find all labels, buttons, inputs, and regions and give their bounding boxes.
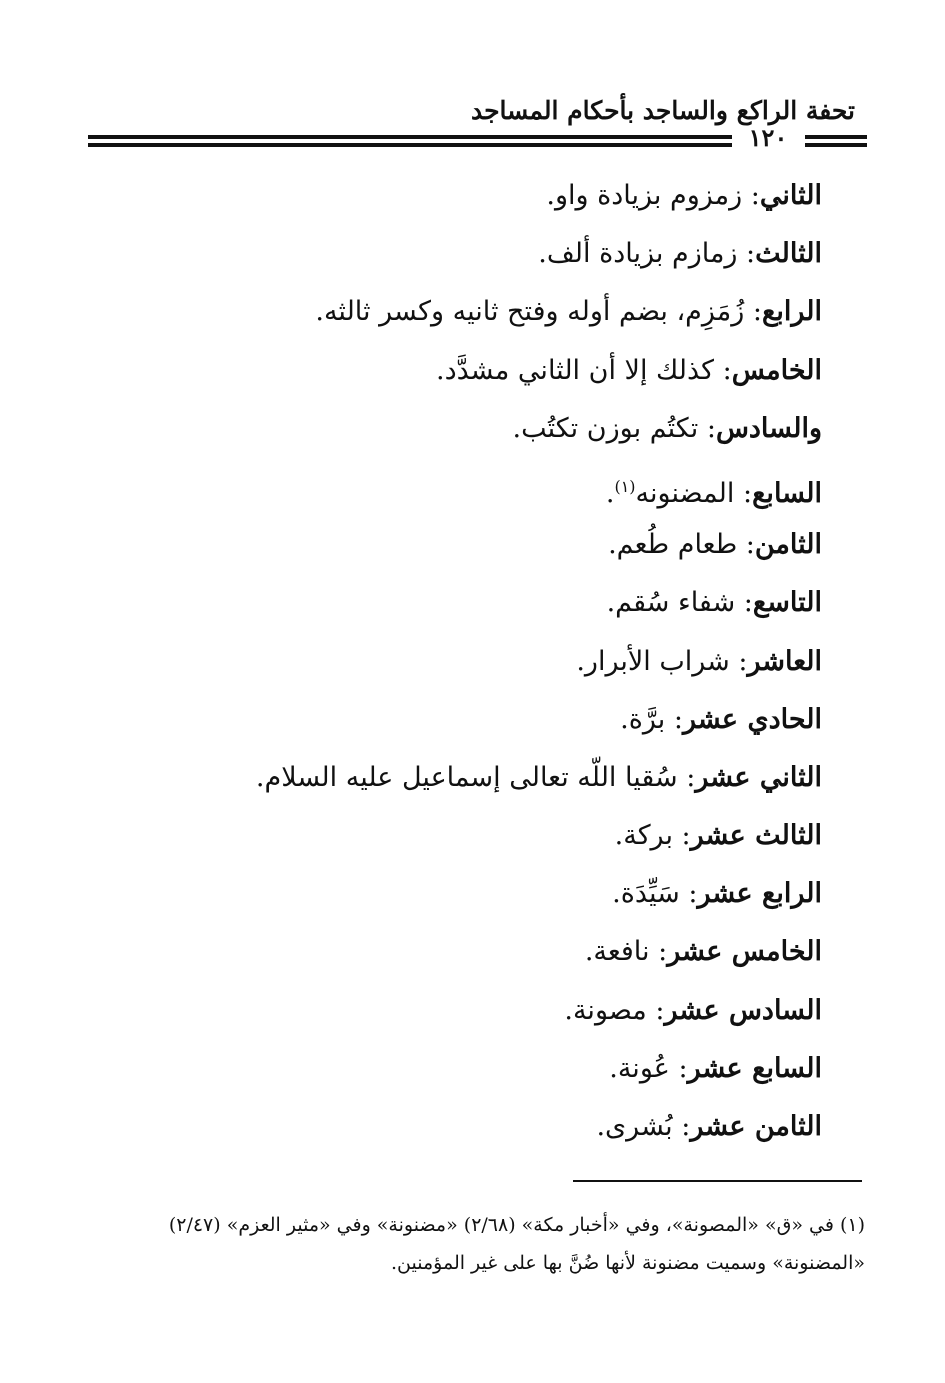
entry-label: الثاني [759,180,822,211]
list-item: الخامس: كذلك إلا أن الثاني مشدَّد. [436,354,822,386]
entry-label: الثاني عشر [695,761,822,793]
list-item: الثامن: طعام طُعم. [608,529,822,561]
footnote-line-1: (١) في «ق» «المصونة»، وفي «أخبار مكة» (٢/٦٨) «مضنونة» وفي «مثير العزم» (٢/٤٧) [168,1214,865,1236]
names-list [80,167,822,1156]
entry-label: والسادس [715,412,822,444]
entry-text: شراب الأبرار. [576,645,730,677]
entry-text: شفاء سُقم. [606,587,736,619]
entry-tail: . [605,477,615,509]
entry-text: نافعة. [584,936,650,968]
footnote-line-2: «المضنونة» وسميت مضنونة لأنها ضُنَّ بها على غير المؤمنين. [391,1252,865,1274]
page-number: ١٢٠ [748,123,788,152]
footnote [80,1206,865,1282]
list-item: الحادي عشر: برَّة. [620,703,822,735]
footnote-ref: (١) [614,476,636,496]
entry-text: تكتُم بوزن تكتُب. [512,412,699,444]
list-item: التاسع: شفاء سُقم. [606,587,822,619]
list-item: الخامس عشر: نافعة. [584,936,822,968]
entry-label: السابع [752,477,822,509]
list-item: الثاني: زمزوم بزيادة واو. [546,180,822,211]
entry-text: برَّة. [620,703,666,735]
list-item: الثامن عشر: بُشرى. [596,1111,822,1142]
entry-text: سَيِّدَة. [612,878,680,910]
entry-text: عُونة. [609,1052,670,1084]
list-item: الثاني عشر: سُقيا اللّه تعالى إسماعيل عليه السلام. [255,761,822,793]
list-item: الرابع عشر: سَيِّدَة. [612,878,822,910]
list-item: العاشر: شراب الأبرار. [576,645,822,677]
list-item: السادس عشر: مصونة. [564,994,822,1026]
list-item: السابع عشر: عُونة. [609,1052,822,1084]
entry-text: زُمَزِم، بضم أوله وفتح ثانيه وكسر ثالثه. [315,296,745,328]
entry-label: الثالث عشر [690,820,822,852]
entry-text: مصونة. [564,994,647,1026]
entry-text: كذلك إلا أن الثاني مشدَّد. [436,354,715,386]
entry-label: الرابع عشر [697,878,822,910]
list-item: الثالث عشر: بركة. [614,820,822,852]
entry-label: الثالث [755,238,822,270]
entry-label: الرابع [761,296,822,328]
list-item: الرابع: زُمَزِم، بضم أوله وفتح ثانيه وكسر ثالثه. [315,296,822,328]
entry-text: سُقيا اللّه تعالى إسماعيل عليه السلام. [255,761,678,793]
entry-text: زمازم بزيادة ألف. [538,238,738,270]
entry-text: بُشرى. [596,1111,673,1142]
entry-label: الثامن عشر [690,1111,822,1142]
entry-label: الحادي عشر [682,703,822,735]
header-rule-short [805,135,867,147]
entry-text: بركة. [614,820,673,852]
entry-text: زمزوم بزيادة واو. [546,180,743,211]
entry-label: الثامن [754,529,822,561]
entry-label: العاشر [747,645,822,677]
list-item: والسادس: تكتُم بوزن تكتُب. [512,412,822,444]
entry-text: طعام طُعم. [608,529,738,561]
list-item: السابع: المضنونه$^{(١)}$. [605,476,822,509]
entry-label: الخامس عشر [667,936,822,968]
footnote-separator [573,1180,862,1182]
entry-label: الخامس [731,354,822,386]
running-title: تحفة الراكع والساجد بأحكام المساجد [470,96,855,125]
entry-label: التاسع [752,587,822,619]
entry-label: السادس عشر [664,994,822,1026]
header-rule-long [88,135,732,147]
entry-label: السابع عشر [687,1052,822,1084]
entry-text: المضنونه [635,477,735,509]
list-item: الثالث: زمازم بزيادة ألف. [538,238,822,270]
